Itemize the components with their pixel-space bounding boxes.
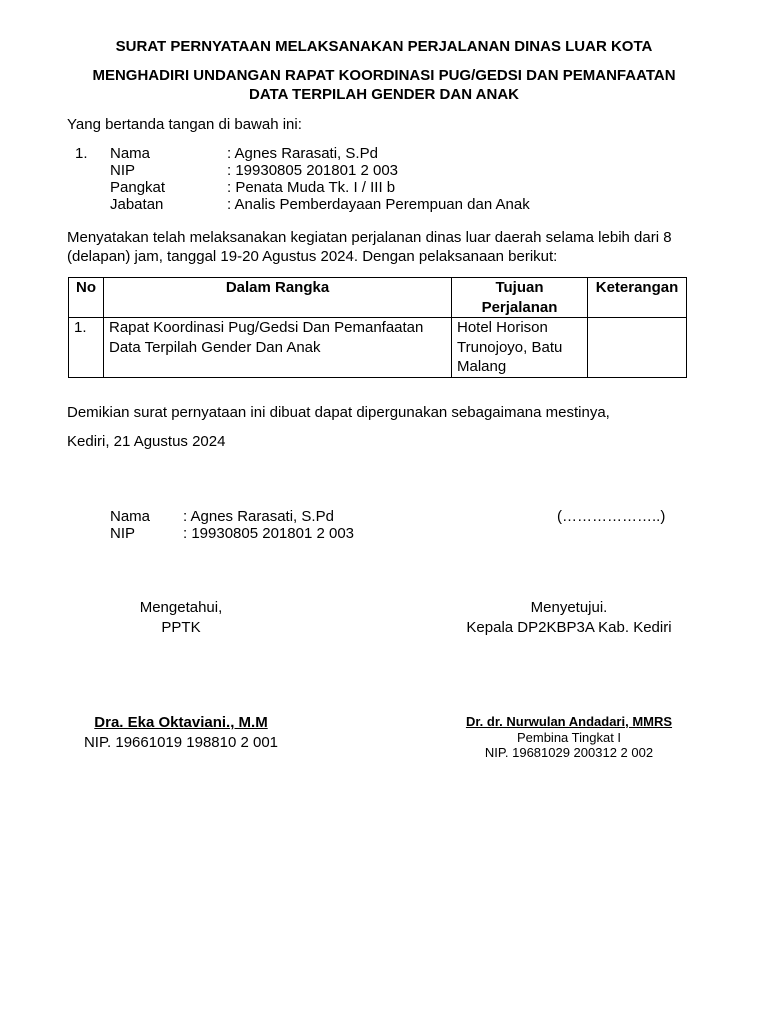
header-dalam-rangka: Dalam Rangka	[104, 278, 452, 318]
nama-value: : Agnes Rarasati, S.Pd	[227, 145, 378, 162]
jabatan-label: Jabatan	[110, 196, 164, 213]
person-number: 1.	[75, 145, 88, 162]
cell-keterangan	[588, 318, 687, 378]
statement-line1: Menyatakan telah melaksanakan kegiatan perjalanan dinas luar daerah selama lebih dari 8	[67, 229, 672, 246]
nip-label: NIP	[110, 162, 136, 179]
nama-label: Nama	[110, 145, 151, 162]
document-title: SURAT PERNYATAAN MELAKSANAKAN PERJALANAN DINAS LUAR KOTA	[115, 38, 653, 55]
place-date: Kediri, 21 Agustus 2024	[67, 433, 226, 450]
cell-no: 1.	[69, 318, 104, 378]
kepala-nip: NIP. 19681029 200312 2 002	[484, 745, 654, 760]
closing-text: Demikian surat pernyataan ini dibuat dapat dipergunakan sebagaimana mestinya,	[67, 404, 610, 421]
jabatan-value: : Analis Pemberdayaan Perempuan dan Anak	[227, 196, 530, 213]
signer-nip-label: NIP	[110, 525, 136, 542]
kepala-name: Dr. dr. Nurwulan Andadari, MMRS	[465, 714, 673, 729]
signer-name-label: Nama	[110, 508, 151, 525]
kepala-rank: Pembina Tingkat I	[516, 730, 622, 745]
kepala-role: Kepala DP2KBP3A Kab. Kediri	[466, 619, 672, 636]
document-subtitle-line2: DATA TERPILAH GENDER DAN ANAK	[249, 86, 519, 103]
document-subtitle-line1: MENGHADIRI UNDANGAN RAPAT KOORDINASI PUG/GEDSI DAN PEMANFAATAN	[92, 67, 676, 84]
table-row	[69, 318, 687, 378]
pptk-nip: NIP. 19661019 198810 2 001	[83, 734, 279, 751]
header-keterangan: Keterangan	[588, 278, 687, 318]
cell-dalam-rangka: Rapat Koordinasi Pug/Gedsi Dan Pemanfaatan Data Terpilah Gender Dan Anak	[104, 318, 452, 378]
header-tujuan: Tujuan Perjalanan	[452, 278, 588, 318]
signer-name-value: : Agnes Rarasati, S.Pd	[183, 508, 334, 525]
activity-table	[68, 277, 687, 378]
signature-placeholder: (………………..)	[557, 508, 666, 525]
menyetujui-heading: Menyetujui.	[530, 599, 608, 616]
cell-tujuan: Hotel Horison Trunojoyo, Batu Malang	[452, 318, 588, 378]
signer-nip-value: : 19930805 201801 2 003	[183, 525, 354, 542]
statement-line2: (delapan) jam, tanggal 19-20 Agustus 2024. Dengan pelaksanaan berikut:	[67, 248, 558, 265]
intro-text: Yang bertanda tangan di bawah ini:	[67, 116, 302, 133]
table-header-row	[69, 278, 687, 318]
pangkat-label: Pangkat	[110, 179, 166, 196]
pptk-role: PPTK	[161, 619, 201, 636]
mengetahui-heading: Mengetahui,	[139, 599, 223, 616]
pptk-name: Dra. Eka Oktaviani., M.M	[94, 714, 268, 731]
nip-value: : 19930805 201801 2 003	[227, 162, 398, 179]
header-no: No	[69, 278, 104, 318]
pangkat-value: : Penata Muda Tk. I / III b	[227, 179, 396, 196]
